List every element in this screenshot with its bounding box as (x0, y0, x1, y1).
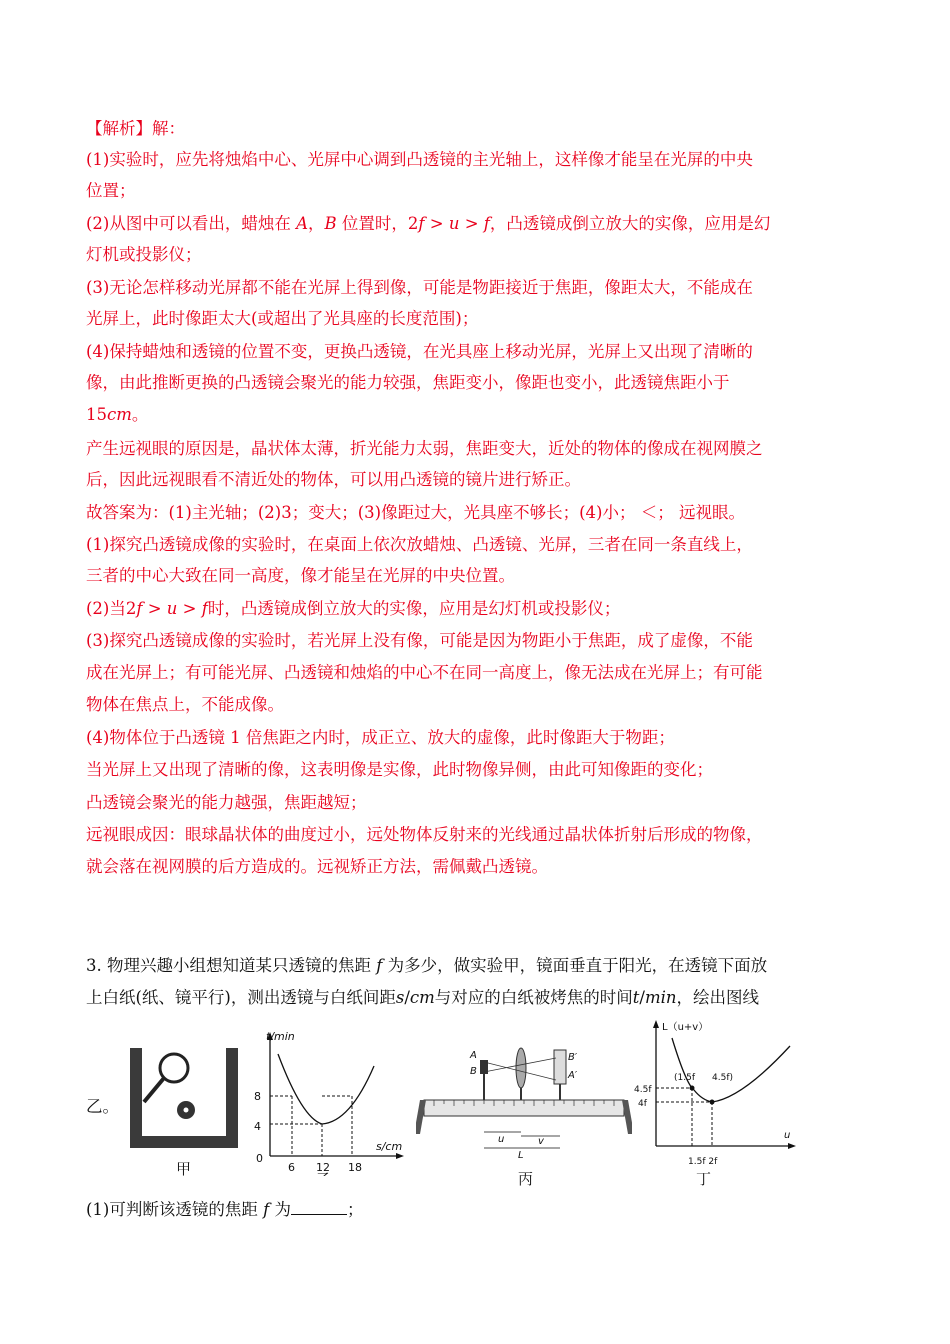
analysis-line: (4)物体位于凸透镜 1 倍焦距之内时，成正立、放大的虚像，此时像距大于物距； (86, 728, 675, 747)
figure-jia-caption: 甲 (176, 1160, 192, 1178)
x-axis-arrow-icon (788, 1143, 796, 1149)
L-curve (672, 1038, 790, 1102)
screen-icon (554, 1050, 566, 1084)
y-tick-8: 8 (254, 1090, 261, 1103)
analysis-line: (4)保持蜡烛和透镜的位置不变，更换凸透镜，在光具座上移动光屏，光屏上又出现了清晰的 (86, 342, 753, 361)
analysis-line: (1)实验时，应先将烛焰中心、光屏中心调到凸透镜的主光轴上，这样像才能呈在光屏的中央 (86, 150, 753, 169)
analysis-line: (3)无论怎样移动光屏都不能在光屏上得到像，可能是物距接近于焦距，像距太大，不能成在 (86, 278, 753, 297)
question-text: 上白纸(纸、镜平行)，测出透镜与白纸间距𝑠/𝑐𝑚与对应的白纸被烤焦的时间𝑡/𝑚𝑖𝑛，绘出图线 (86, 988, 760, 1007)
analysis-line: (1)探究凸透镜成像的实验时，在桌面上依次放蜡烛、凸透镜、光屏，三者在同一条直线上， (86, 535, 753, 554)
analysis-line: 当光屏上又出现了清晰的像，这表明像是实像，此时物像异侧，由此可知像距的变化； (86, 760, 713, 779)
analysis-line: 故答案为：(1)主光轴；(2)3；变大；(3)像距过大，光具座不够长；(4)小； ＜； 远视眼。 (86, 503, 745, 522)
bench-leg-left (416, 1100, 426, 1134)
figure-jia (126, 1040, 246, 1190)
bench-leg-right (622, 1100, 632, 1134)
figure-yi (242, 1026, 406, 1176)
label-v: v (538, 1136, 544, 1147)
origin-label: 0 (256, 1152, 263, 1165)
x-tick-12: 12 (316, 1161, 330, 1174)
x-axis-label: s/cm (376, 1140, 403, 1153)
analysis-line: 产生远视眼的原因是，晶状体太薄，折光能力太弱，焦距变大，近处的物体的像成在视网膜之 (86, 439, 763, 458)
analysis-line: 就会落在视网膜的后方造成的。远视矫正方法，需佩戴凸透镜。 (86, 857, 548, 876)
label-u: u (498, 1134, 505, 1145)
analysis-line: 像，由此推断更换的凸透镜会聚光的能力较强，焦距变小，像距也变小，此透镜焦距小于 (86, 373, 730, 392)
y-axis-label: L（u+v） (662, 1022, 709, 1033)
x-tick-18: 18 (348, 1161, 362, 1174)
lens-icon (160, 1054, 188, 1082)
label-B: B (470, 1066, 477, 1077)
x-axis-arrow-icon (396, 1153, 404, 1159)
analysis-line: 成在光屏上；有可能光屏、凸透镜和烛焰的中心不在同一高度上，像无法成在光屏上；有可能 (86, 663, 763, 682)
analysis-line: 光屏上，此时像距太大(或超出了光具座的长度范围)； (86, 309, 479, 328)
analysis-line: 三者的中心大致在同一高度，像才能呈在光屏的中央位置。 (86, 566, 515, 585)
y-tick-4.5f: 4.5f (634, 1085, 652, 1095)
question-text: 3. 物理兴趣小组想知道某只透镜的焦距 𝑓 为多少，做实验甲，镜面垂直于阳光，在透镜下面放 (86, 956, 768, 975)
y-axis-arrow-icon (653, 1020, 659, 1028)
convex-lens-icon (516, 1048, 526, 1088)
figure-bing-bench (416, 1040, 632, 1190)
sub-question-1-end: ； (346, 1200, 364, 1219)
analysis-line: 15𝑐𝑚。 (86, 405, 149, 424)
question-text: 乙。 (86, 1097, 119, 1116)
analysis-line: 位置； (86, 181, 136, 200)
label-A-image: A′ (568, 1070, 578, 1081)
x-tick-6: 6 (288, 1161, 295, 1174)
data-point (710, 1100, 715, 1105)
x-axis-label: u (784, 1130, 791, 1141)
figure-yi-caption (316, 1170, 331, 1176)
analysis-line: 后，因此远视眼看不清近处的物体，可以用凸透镜的镜片进行矫正。 (86, 470, 581, 489)
analysis-line: (2)当2𝑓 > 𝑢 > 𝑓时，凸透镜成倒立放大的实像，应用是幻灯机或投影仪； (86, 599, 621, 618)
analysis-line: 远视眼成因：眼球晶状体的曲度过小，远处物体反射来的光线通过晶状体折射后形成的物像， (86, 825, 763, 844)
sub-question-1 (86, 1198, 363, 1221)
point-label-2: 4.5f) (712, 1073, 733, 1083)
analysis-line: 灯机或投影仪； (86, 245, 202, 264)
x-ticks: 1.5f 2f (688, 1157, 718, 1167)
figure-yi-graph (242, 1026, 406, 1176)
figure-bing-caption: 丙 (518, 1170, 534, 1188)
y-tick-4f: 4f (638, 1099, 647, 1109)
figure-jia-drawing (126, 1040, 246, 1190)
analysis-line: (3)探究凸透镜成像的实验时，若光屏上没有像，可能是因为物距小于焦距，成了虚像，不能 (86, 631, 753, 650)
sub-question-1-text: (1)可判断该透镜的焦距 𝑓 为 (86, 1200, 291, 1219)
label-B-image: B′ (568, 1052, 578, 1063)
y-axis-label: t/min (266, 1030, 295, 1043)
y-tick-4: 4 (254, 1120, 261, 1133)
label-L: L (518, 1150, 524, 1161)
label-A: A (470, 1050, 477, 1061)
focus-dot-icon (184, 1108, 189, 1113)
analysis-line: 【解析】解： (86, 119, 185, 138)
analysis-line: 凸透镜会聚光的能力越强，焦距越短； (86, 793, 367, 812)
analysis-line: (2)从图中可以看出，蜡烛在 𝐴，𝐵 位置时，2𝑓 > 𝑢 > 𝑓，凸透镜成倒立放大的实像，应用是幻 (86, 214, 771, 233)
answer-blank[interactable] (291, 1198, 347, 1215)
figure-ding-caption: 丁 (696, 1170, 712, 1188)
figure-ding (632, 1014, 802, 1190)
figure-bing (416, 1040, 632, 1190)
data-point (690, 1086, 695, 1091)
figure-ding-graph (632, 1014, 802, 1190)
lens-handle-icon (144, 1078, 164, 1102)
analysis-line: 物体在焦点上，不能成像。 (86, 695, 284, 714)
point-label-1: (1.5f (674, 1073, 695, 1083)
